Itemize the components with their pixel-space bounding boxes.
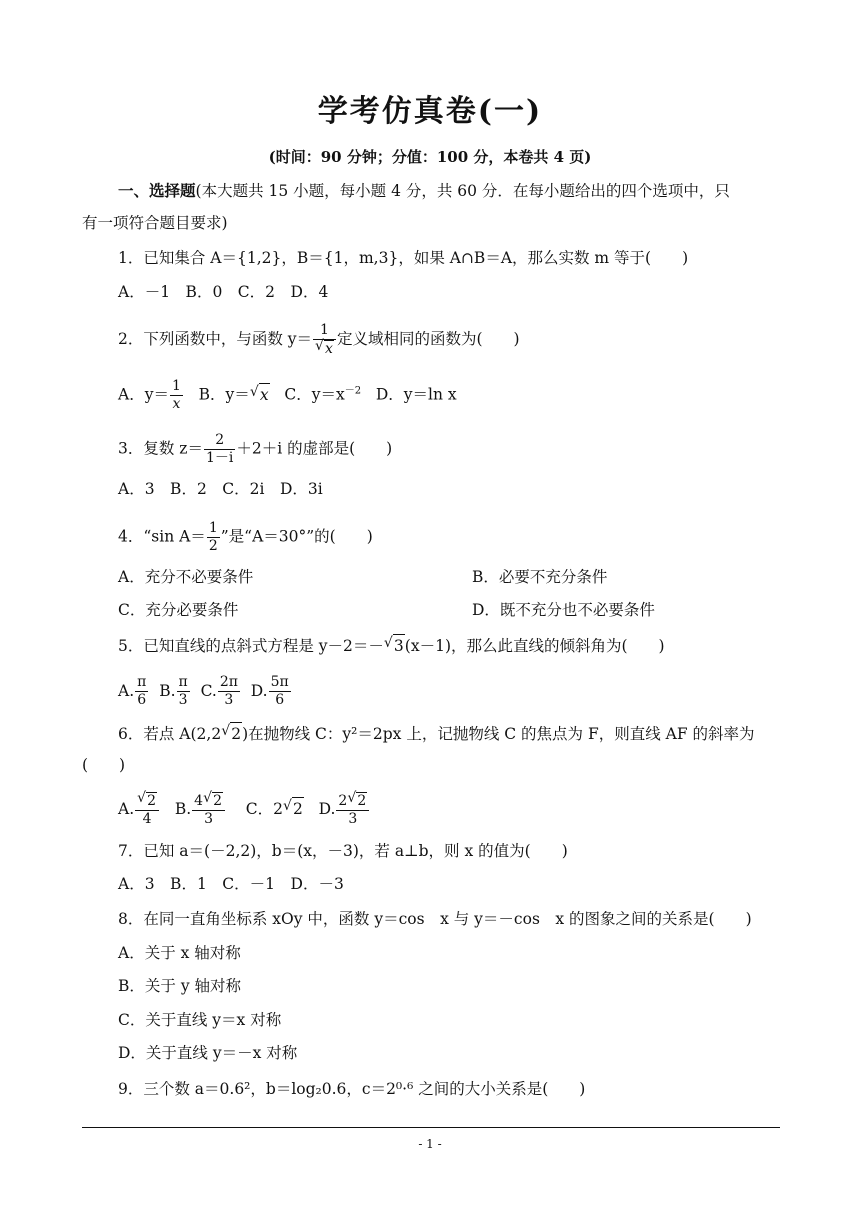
section-heading: 一、选择题	[118, 181, 196, 200]
q2-opt-c: C．y＝x	[284, 385, 345, 404]
q6-opt-d: D.	[318, 800, 336, 818]
q6-opt-b-frac: $\frac{4√ 2}{3}$	[192, 792, 225, 828]
page-number: - 1 -	[418, 1137, 442, 1151]
q5-stem-b: (x－1)，那么此直线的倾斜角为( )	[404, 637, 665, 655]
q5-radical: √ 3	[393, 634, 405, 657]
q2-frac-num: 1	[313, 322, 336, 340]
q6-opt-d-frac: $\frac{2√ 2}{3}$	[336, 792, 369, 828]
q2-opt-a: A．y＝	[118, 385, 169, 404]
question-4-options-row-1	[118, 566, 818, 588]
q2-opt-c-exp: －2	[344, 385, 362, 397]
question-4-stem	[118, 520, 818, 555]
question-5-options	[118, 674, 818, 709]
question-2-options	[118, 378, 818, 413]
q3-frac-num: 2	[204, 432, 235, 450]
question-7-stem: 7．已知 a＝(－2,2)，b＝(x，－3)，若 a⊥b，则 x 的值为( )	[118, 842, 568, 860]
q5-stem-a: 5．已知直线的点斜式方程是 y－2＝－	[118, 637, 384, 655]
q4-frac-num: 1	[208, 520, 218, 536]
q5-opt-a: A. $\frac{\pi}{6}$	[118, 674, 147, 708]
q4-opt-d: D．既不充分也不必要条件	[472, 601, 655, 619]
q5-opt-b: B. $\frac{\pi}{3}$	[159, 674, 188, 708]
question-8-opt-c: C．关于直线 y＝x 对称	[118, 1011, 282, 1029]
q4-frac-den: 2	[208, 538, 218, 554]
question-6-options	[118, 792, 818, 828]
q2-opt-b: B．y＝	[198, 385, 250, 404]
q4-stem-b: ”是“A＝30°”的( )	[220, 527, 373, 546]
question-2-stem	[118, 322, 818, 358]
q2-opt-d: D．y＝ln x	[375, 385, 457, 404]
q4-fraction	[207, 520, 220, 555]
q3-frac-den: 1－i	[205, 450, 234, 466]
q6-opt-a-frac: √ $\frac{2}{4}$	[135, 792, 159, 828]
q2-opt-a-num: 1	[171, 378, 181, 394]
q3-stem-a: 3．复数 z＝	[118, 439, 203, 458]
question-6-stem	[118, 722, 818, 745]
q3-fraction	[204, 432, 235, 467]
question-1-options: A．－1 B．0 C．2 D．4	[118, 283, 329, 301]
section-intro-line-1	[118, 180, 818, 202]
question-8-opt-b: B．关于 y 轴对称	[118, 977, 242, 995]
q2-stem-b: 定义域相同的函数为( )	[336, 330, 520, 348]
section-intro-line-2: 有一项符合题目要求)	[82, 214, 228, 232]
q6-opt-c: C．2	[245, 800, 283, 818]
q6-stem-b: )在抛物线 C：y²＝2px 上，记抛物线 C 的焦点为 F，则直线 AF 的斜率为	[242, 725, 755, 743]
question-3-stem	[118, 432, 818, 467]
q6-stem-a: 6．若点 A(2,2	[118, 725, 222, 743]
q6-opt-a: A.	[118, 800, 135, 818]
question-5-stem	[118, 634, 818, 657]
question-8-stem: 8．在同一直角坐标系 xOy 中，函数 y＝cos x 与 y＝－cos x 的图象之间的关系是( )	[118, 910, 752, 928]
q5-opt-d: D. $\frac{5\pi}{6}$	[250, 674, 289, 708]
q2-opt-a-den: x	[172, 396, 181, 412]
footer-divider	[82, 1127, 780, 1128]
q6-opt-b: B.	[174, 800, 192, 818]
q4-opt-b: B．必要不充分条件	[472, 568, 608, 586]
q4-stem-a: 4．“sin A＝	[118, 527, 206, 546]
q4-opt-a: A．充分不必要条件	[118, 568, 254, 586]
question-8-opt-a: A．关于 x 轴对称	[118, 944, 241, 962]
question-1-stem: 1．已知集合 A＝{1,2}，B＝{1，m,3}，如果 A∩B＝A，那么实数 m 等于( )	[118, 249, 689, 267]
section-intro-text: (本大题共 15 小题，每小题 4 分，共 60 分．在每小题给出的四个选项中，只	[195, 182, 730, 200]
q3-stem-b: ＋2＋i 的虚部是( )	[236, 439, 393, 458]
question-8-opt-d: D．关于直线 y＝－x 对称	[118, 1044, 298, 1062]
exam-title: 学考仿真卷(一)	[317, 94, 543, 129]
q2-frac-den: √ x	[324, 340, 334, 358]
q2-opt-a-frac	[170, 378, 183, 413]
question-3-options: A．3 B．2 C．2i D．3i	[118, 480, 323, 498]
q2-stem-a: 2．下列函数中，与函数 y＝	[118, 330, 313, 348]
exam-subtitle: (时间：90 分钟；分值：100 分，本卷共 4 页)	[268, 148, 592, 166]
q6-opt-c-rad: √ 2	[292, 797, 304, 820]
question-4-options-row-2	[118, 599, 818, 621]
question-6-paren: ( )	[82, 756, 126, 774]
question-9-stem: 9．三个数 a＝0.6²，b＝log₂0.6，c＝2⁰·⁶ 之间的大小关系是( )	[118, 1080, 586, 1098]
q2-fraction	[313, 322, 336, 358]
q6-radical: √ 2	[230, 722, 242, 745]
question-7-options: A．3 B．1 C．－1 D．－3	[118, 875, 344, 893]
q4-opt-c: C．充分必要条件	[118, 601, 239, 619]
q2-opt-b-rad: √ x	[259, 383, 270, 406]
q5-opt-c: C. $\frac{2\pi}{3}$	[200, 674, 238, 708]
